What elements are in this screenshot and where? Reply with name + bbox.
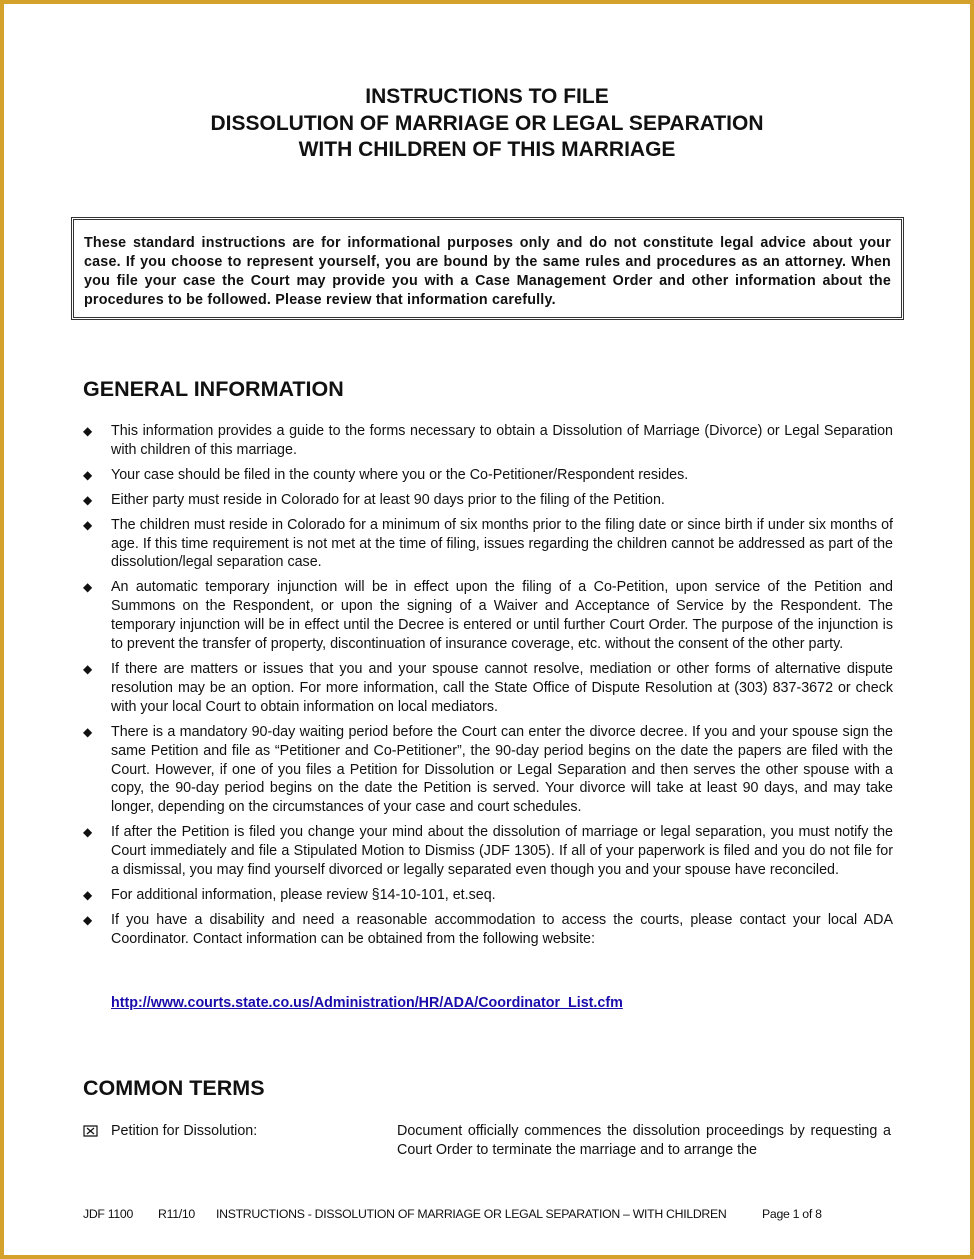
diamond-bullet-icon: ◆ — [83, 825, 93, 840]
list-item: ◆ If after the Petition is filed you change your mind about the dissolution of marriage or legal separation, you must notify the Court immediately and file a Stipulated Motion to Dismiss (JDF 1305). If all of your paperwork is filed and you do not file for a dismissal, you may find yourself divorced or legally separated even though you and your spouse have reconciled. — [83, 824, 893, 879]
diamond-bullet-icon: ◆ — [83, 887, 93, 902]
diamond-bullet-icon: ◆ — [83, 517, 93, 532]
diamond-bullet-icon: ◆ — [83, 580, 93, 595]
diamond-bullet-icon: ◆ — [83, 467, 93, 482]
document-title — [0, 84, 974, 164]
list-item: ◆ There is a mandatory 90-day waiting period before the Court can enter the divorce decree. If you and your spouse sign the same Petition and file as “Petitioner and Co-Petitioner”, the 90-day period begins on the date the papers are filed with the Court. However, if one of you files a Petition for Dissolution or Legal Separation and then serves the other spouse with a copy, the 90-day period begins on the date the Petition is served. Your divorce will take at least 90 days, and may take longer, depending on the circumstances of your case and court schedules. — [83, 723, 893, 816]
list-item: ◆ The children must reside in Colorado for a minimum of six months prior to the filing date or since birth if under six months of age. If this time requirement is not met at the time of filing, issues regarding the children cannot be addressed as part of the dissolution/legal separation case. — [83, 516, 893, 571]
list-item: ◆ Either party must reside in Colorado for at least 90 days prior to the filing of the Petition. — [83, 491, 665, 508]
term-description: Document officially commences the dissolution proceedings by requesting a Court Order to terminate the marriage and to arrange the — [397, 1123, 891, 1158]
common-terms-heading: COMMON TERMS — [83, 1076, 265, 1100]
list-item: ◆ If there are matters or issues that you and your spouse cannot resolve, mediation or other forms of alternative dispute resolution may be an option. For more information, call the State Office of Dispute Resolution at (303) 837-3672 or check with your local Court to obtain information on local mediators. — [83, 660, 893, 715]
disclaimer-text: These standard instructions are for informational purposes only and do not constitute legal advice about your case. If you choose to represent yourself, you are bound by the same rules and procedures as an attorney. When you file your case the Court may provide you with a Case Management Order and other information about the procedures to be followed. Please review that information carefully. — [84, 235, 891, 308]
footer-revision: R11/10 — [158, 1207, 195, 1221]
general-information-list — [83, 422, 893, 955]
general-information-heading: GENERAL INFORMATION — [83, 377, 344, 401]
list-item: ◆ For additional information, please review §14-10-101, et.seq. — [83, 886, 496, 903]
diamond-bullet-icon: ◆ — [83, 661, 93, 676]
diamond-bullet-icon: ◆ — [83, 492, 93, 507]
list-item: ◆ If you have a disability and need a reasonable accommodation to access the courts, please contact your local ADA Coordinator. Contact information can be obtained from the following website: — [83, 911, 893, 947]
list-item: ◆ Your case should be filed in the county where you or the Co-Petitioner/Respondent resides. — [83, 466, 689, 483]
ada-coordinator-link[interactable]: http://www.courts.state.co.us/Administration/HR/ADA/Coordinator_List.cfm — [111, 995, 623, 1011]
footer-title: INSTRUCTIONS - DISSOLUTION OF MARRIAGE OR LEGAL SEPARATION – WITH CHILDREN — [216, 1207, 727, 1221]
footer-page-number: Page 1 of 8 — [762, 1207, 822, 1221]
diamond-bullet-icon: ◆ — [83, 424, 93, 438]
list-item: ◆ This information provides a guide to the forms necessary to obtain a Dissolution of Marriage (Divorce) or Legal Separation with children of this marriage. — [83, 423, 893, 458]
disclaimer-box — [71, 217, 904, 320]
diamond-bullet-icon: ◆ — [83, 724, 93, 739]
diamond-bullet-icon: ◆ — [83, 912, 93, 927]
term-label: Petition for Dissolution: — [111, 1123, 258, 1139]
checkbox-arrow-icon — [83, 1125, 98, 1137]
term-row — [83, 1122, 893, 1162]
title-line-2: DISSOLUTION OF MARRIAGE OR LEGAL SEPARATION — [210, 111, 764, 135]
list-item: ◆ An automatic temporary injunction will be in effect upon the filing of a Co-Petition, upon service of the Petition and Summons on the Respondent, or upon the signing of a Waiver and Acceptance of Service by the Respondent. The temporary injunction will be in effect until the Decree is entered or until further Court Order. The purpose of the injunction is to prevent the transfer of property, discontinuation of insurance coverage, etc. without the consent of the other party. — [83, 579, 893, 653]
title-line-1: INSTRUCTIONS TO FILE — [365, 85, 609, 108]
footer-form-number: JDF 1100 — [83, 1207, 133, 1221]
title-line-3: WITH CHILDREN OF THIS MARRIAGE — [298, 138, 676, 161]
